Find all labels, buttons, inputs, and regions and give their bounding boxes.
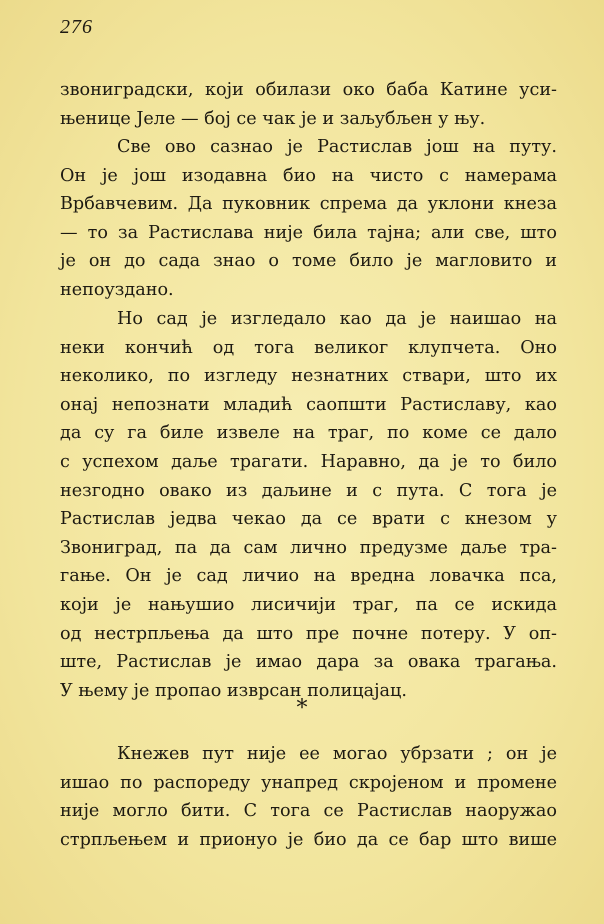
page-number: 276 [60, 16, 93, 38]
text-line: онај непознати младић саопшти Растиславу, као [60, 394, 557, 415]
text-line: с успехом даље трагати. Нарaвно, да је то било [60, 451, 557, 472]
paragraph-3 [60, 305, 557, 705]
text-line: неколико, по изгледу незнатних ствари, што их [60, 366, 557, 387]
section-separator: * [296, 696, 308, 721]
text-line: Кнежев пут није ее могао убрзати ; он је [117, 744, 557, 764]
paragraph-2 [60, 133, 557, 305]
text-line: звониградски, који обилази око баба Катине уси- [60, 80, 557, 100]
text-line: није могло бити. С тога се Растислав наоружао [60, 801, 557, 822]
text-line: који је нањушио лисичији траг, па се искида [60, 594, 557, 615]
text-line: Звониград, па да сам лично предузме даље тра- [60, 537, 557, 558]
text-line: од нестрпљења да што пре почне потеру. У оп- [60, 623, 557, 644]
text-line: да су га биле извеле на траг, по коме се дало [60, 423, 557, 444]
paragraph-1 [60, 76, 557, 133]
text-line: гање. Он је сад личио на вредна ловачка пса, [60, 566, 557, 587]
text-line: У њему је пропао изврсан полицајац. [60, 680, 407, 701]
text-line: њенице Јеле — бој се чак је и заљубљен у њу. [60, 108, 486, 129]
text-line: Но сад је изгледало као да је наишао на [117, 309, 557, 329]
text-line: непоуздано. [60, 279, 174, 300]
text-line: Све ово сазнао је Растислав још на путу. [117, 137, 557, 157]
text-line: — то за Растислава није била тајна; али све, што [60, 222, 557, 243]
text-line: ште, Растислав је имао дара за овака трагања. [60, 652, 557, 673]
text-line: неки кончић од тога великог клупчета. Оно [60, 337, 557, 358]
text-line: незгодно овако из даљине и с пута. С тога је [60, 480, 557, 501]
text-line: је он до сада знао о томе било је магловито и [60, 251, 557, 272]
paragraph-4 [60, 740, 557, 854]
text-line: Он је још изодавна био на чисто с намерама [60, 165, 557, 186]
text-line: ишао по распореду унапред скројеном и промене [60, 772, 557, 793]
text-line: стрпљењем и прионуо је био да се бар што више [60, 829, 557, 850]
text-line: Врбавчевим. Да пуковник спрема да уклони кнеза [60, 194, 557, 215]
text-line: Растислав једва чекао да се врати с кнезом у [60, 509, 557, 530]
